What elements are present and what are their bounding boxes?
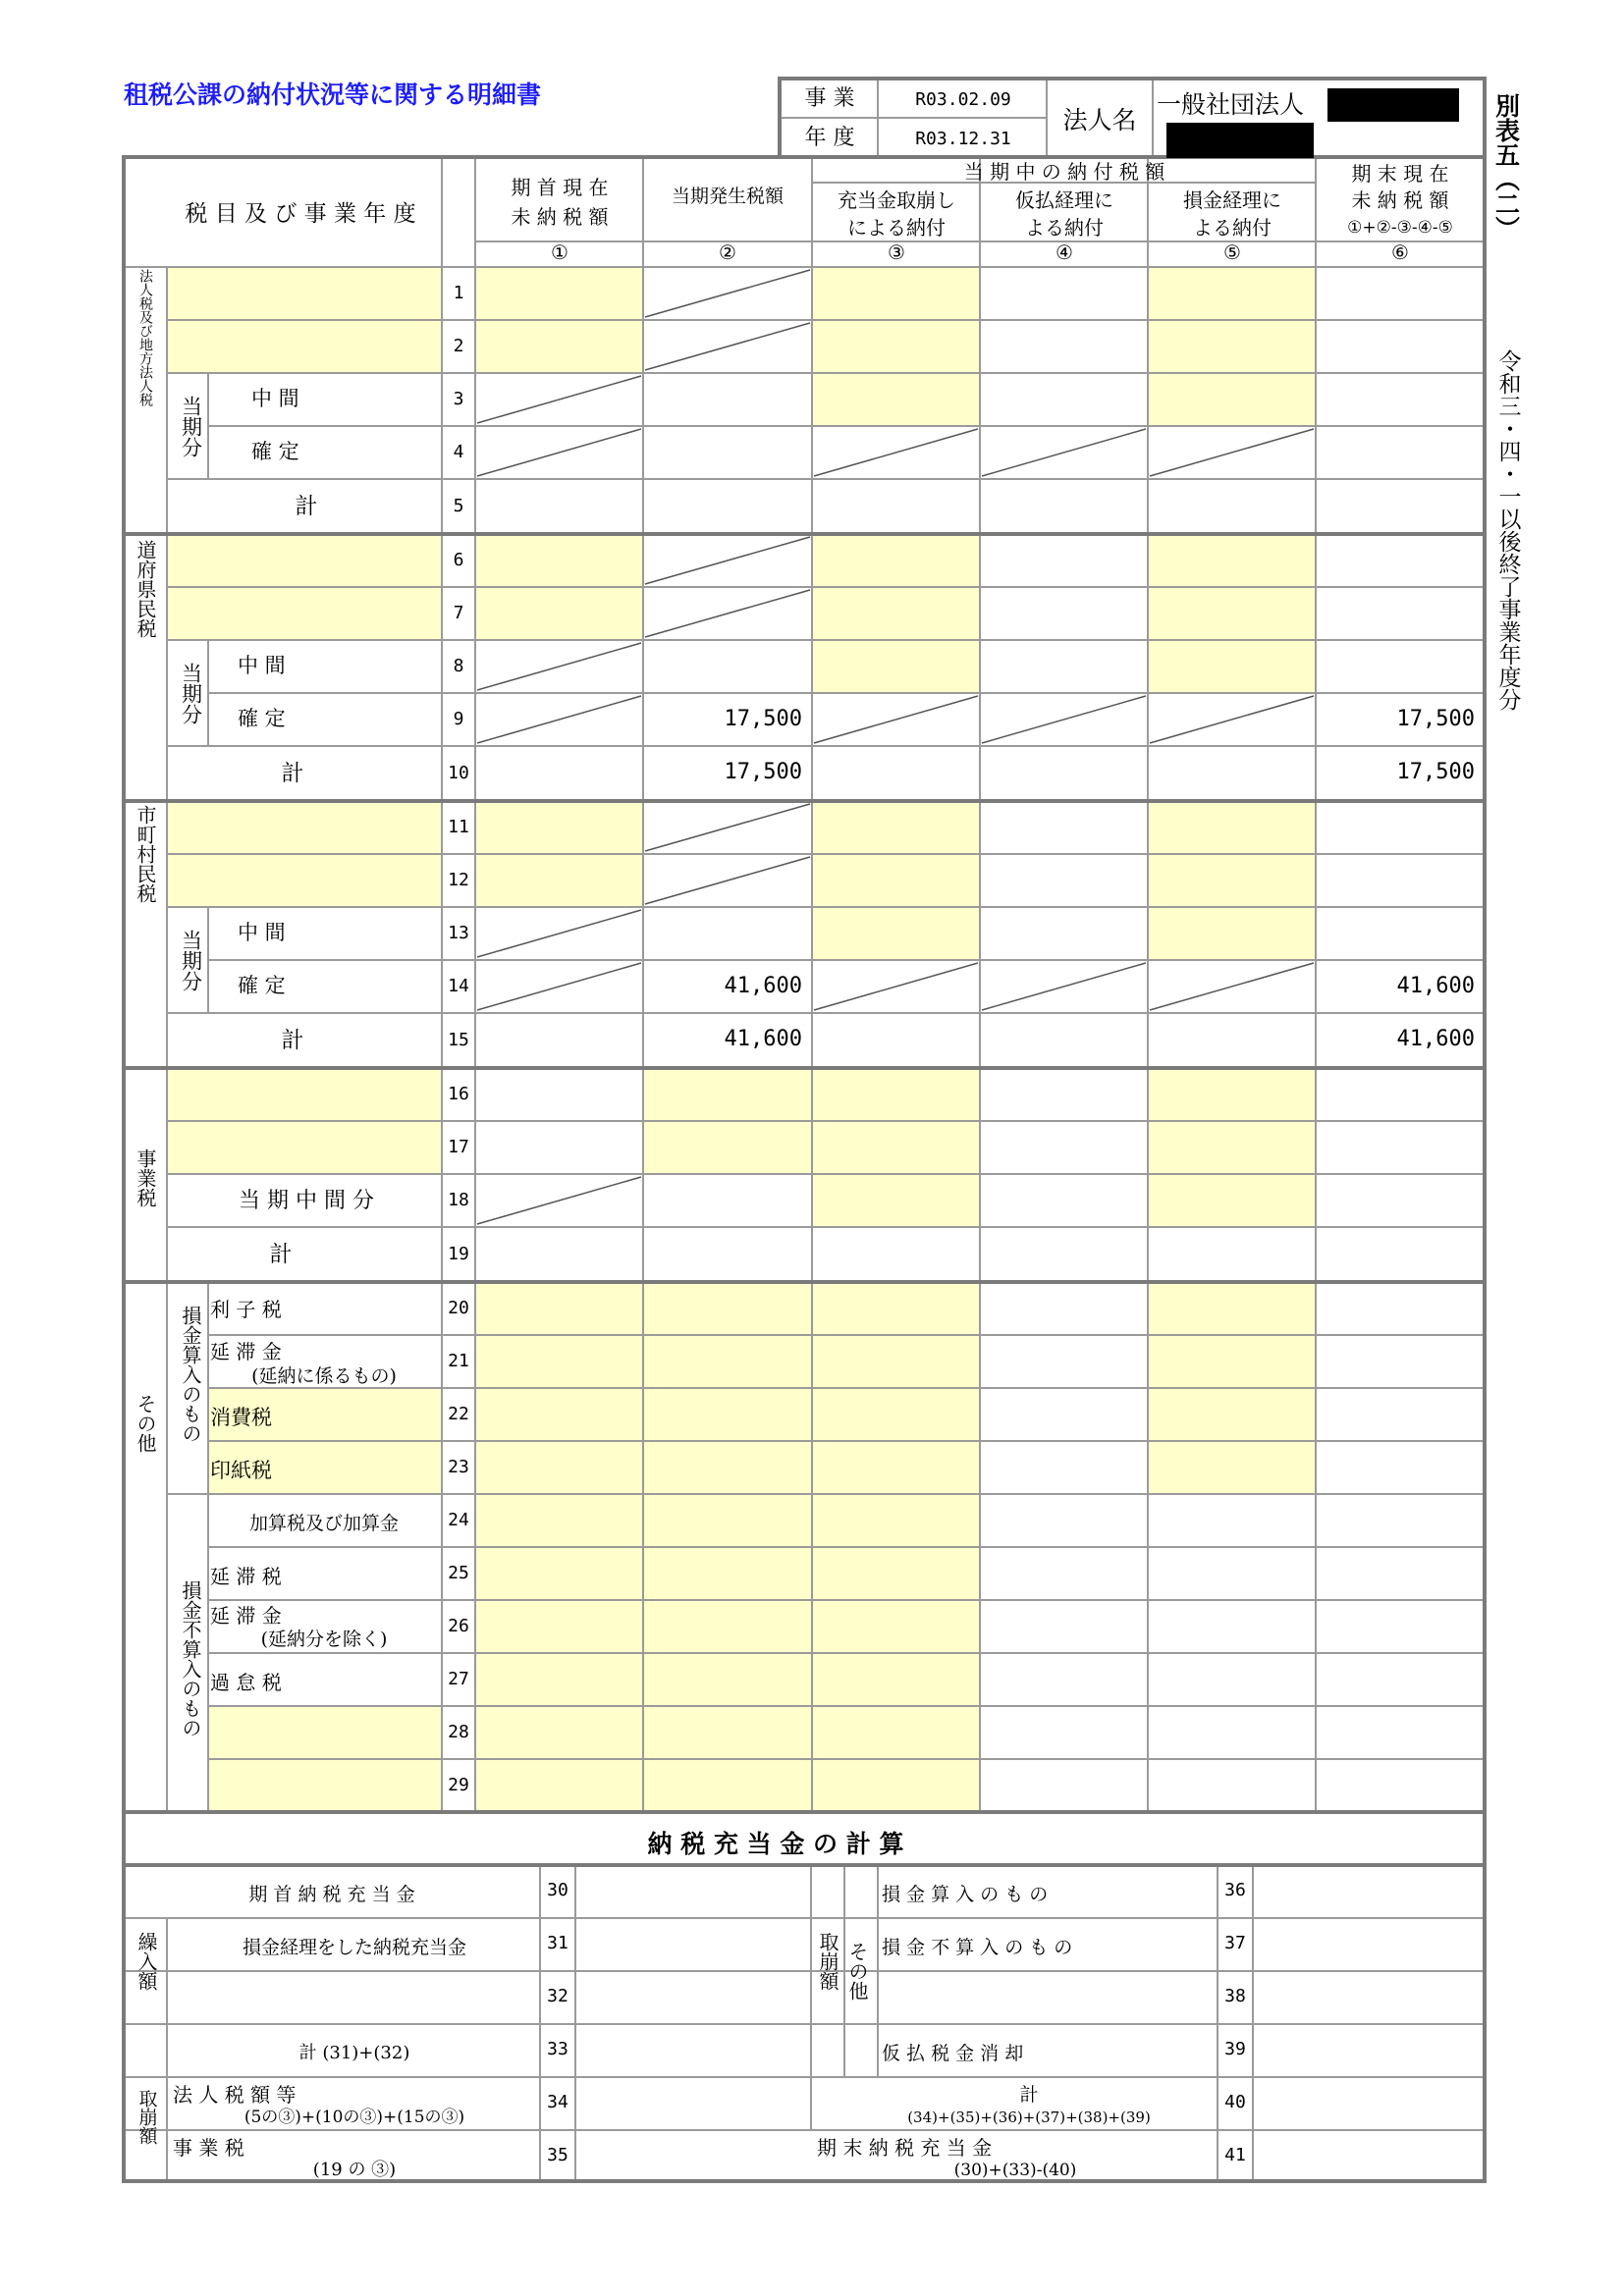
row-number: 27 bbox=[448, 1669, 469, 1689]
stamp-tax-label: 印紙税 bbox=[210, 1458, 272, 1482]
delinquency-fee-note: (延納に係るもの) bbox=[251, 1364, 397, 1387]
fiscal-year-label-2: 年 度 bbox=[804, 126, 855, 150]
applicable-period: 令和三・四・一以後終了事業年度分 bbox=[1494, 349, 1521, 711]
col3-number: ③ bbox=[888, 240, 905, 264]
consumption-tax-label: 消費税 bbox=[210, 1405, 272, 1429]
bottom-row-number: 41 bbox=[1224, 2145, 1246, 2165]
r41-label: 期 末 納 税 充 当 金 bbox=[817, 2136, 993, 2160]
muni-interim-label: 中 間 bbox=[238, 920, 286, 944]
r35-formula: (19 の ③) bbox=[312, 2160, 397, 2180]
corp-current-period: 当期分 bbox=[179, 395, 203, 457]
col1-number: ① bbox=[551, 240, 568, 264]
reserve-calc-title: 納 税 充 当 金 の 計 算 bbox=[647, 1829, 904, 1858]
col2-header: 当期発生税額 bbox=[671, 185, 784, 207]
bottom-row-number: 31 bbox=[547, 1933, 568, 1953]
bottom-row-number: 35 bbox=[547, 2145, 568, 2165]
row-number: 13 bbox=[448, 923, 469, 943]
r31-label: 損金経理をした納税充当金 bbox=[242, 1936, 466, 1958]
r14-current-amount: 41,600 bbox=[724, 974, 802, 998]
col6-header-line2: 未 納 税 額 bbox=[1351, 188, 1449, 212]
row-number: 14 bbox=[448, 976, 469, 996]
r40-formula: (34)+(35)+(36)+(37)+(38)+(39) bbox=[907, 2108, 1151, 2126]
row-number: 4 bbox=[453, 442, 464, 462]
r39-label: 仮 払 税 金 消 却 bbox=[882, 2042, 1024, 2064]
r10-ending-balance: 17,500 bbox=[1396, 760, 1475, 784]
pref-total-label: 計 bbox=[281, 760, 304, 786]
row-number: 15 bbox=[448, 1030, 469, 1050]
row-number: 11 bbox=[448, 817, 469, 837]
row-number: 1 bbox=[453, 283, 464, 303]
col6-header-line1: 期 末 現 在 bbox=[1351, 162, 1449, 186]
bottom-row-number: 34 bbox=[547, 2092, 568, 2112]
bottom-row-number: 40 bbox=[1224, 2092, 1246, 2112]
bottom-row-number: 33 bbox=[547, 2039, 568, 2059]
muni-total-label: 計 bbox=[281, 1027, 304, 1053]
col3-header-line1: 充当金取崩し bbox=[838, 188, 955, 212]
r33-label: 計 (31)+(32) bbox=[298, 2043, 410, 2063]
row-number: 24 bbox=[448, 1510, 469, 1530]
r34-label: 法 人 税 額 等 bbox=[173, 2083, 297, 2107]
bottom-row-number: 36 bbox=[1224, 1880, 1246, 1900]
row-number: 28 bbox=[448, 1722, 469, 1742]
nondeductible-label: 損金不算入のもの bbox=[179, 1580, 202, 1737]
row-number: 18 bbox=[448, 1190, 469, 1210]
during-period-header: 当 期 中 の 納 付 税 額 bbox=[963, 160, 1165, 184]
row-number: 6 bbox=[453, 550, 464, 570]
col5-number: ⑤ bbox=[1223, 240, 1241, 264]
row-number: 21 bbox=[448, 1351, 469, 1371]
r10-current-amount: 17,500 bbox=[724, 760, 802, 784]
row-number: 16 bbox=[448, 1084, 469, 1104]
group-municipal-tax: 市町村民税 bbox=[134, 805, 157, 903]
col2-number: ② bbox=[719, 240, 736, 264]
delinquency-tax-label: 延 滞 税 bbox=[210, 1565, 282, 1588]
pref-interim-label: 中 間 bbox=[238, 653, 286, 677]
row-number: 29 bbox=[448, 1775, 469, 1795]
muni-final-label: 確 定 bbox=[238, 973, 286, 997]
form-title: 租税公課の納付状況等に関する明細書 bbox=[124, 80, 542, 109]
col5-header-line1: 損金経理に bbox=[1183, 188, 1281, 212]
fiscal-year-label-1: 事 業 bbox=[804, 86, 855, 111]
muni-current-period: 当期分 bbox=[179, 929, 203, 991]
period-end: R03.12.31 bbox=[915, 129, 1011, 149]
col6-number: ⑥ bbox=[1391, 240, 1409, 264]
col4-number: ④ bbox=[1056, 240, 1073, 264]
r30-label: 期 首 納 税 充 当 金 bbox=[248, 1883, 415, 1905]
pref-final-label: 確 定 bbox=[238, 706, 286, 730]
row-number: 19 bbox=[448, 1244, 469, 1264]
row-number: 23 bbox=[448, 1457, 469, 1477]
r35-label: 事 業 税 bbox=[173, 2136, 244, 2160]
bottom-row-number: 32 bbox=[547, 1986, 568, 2006]
row-number: 12 bbox=[448, 870, 469, 890]
delinquency-fee-2-note: (延納分を除く) bbox=[260, 1628, 388, 1650]
col1-header-line1: 期 首 現 在 bbox=[511, 176, 609, 199]
delinquency-fee-2-label: 延 滞 金 bbox=[210, 1604, 282, 1628]
r15-current-amount: 41,600 bbox=[724, 1027, 802, 1051]
interest-tax-label: 利 子 税 bbox=[210, 1298, 282, 1321]
col1-header-line2: 未 納 税 額 bbox=[511, 205, 609, 229]
negligence-tax-label: 過 怠 税 bbox=[210, 1671, 282, 1694]
bottom-row-number: 39 bbox=[1224, 2039, 1246, 2059]
biz-interim-label: 当 期 中 間 分 bbox=[239, 1189, 374, 1213]
bottom-other-label: その他 bbox=[845, 1942, 869, 2001]
row-number: 20 bbox=[448, 1298, 469, 1318]
r14-ending-balance: 41,600 bbox=[1396, 974, 1475, 998]
row-number: 2 bbox=[453, 336, 464, 356]
bottom-row-number: 38 bbox=[1224, 1986, 1246, 2006]
biz-total-label: 計 bbox=[269, 1241, 293, 1267]
deductible-label: 損金算入のもの bbox=[179, 1306, 202, 1443]
col3-header-line2: による納付 bbox=[847, 216, 946, 240]
corp-interim-label: 中 間 bbox=[251, 386, 299, 410]
additional-tax-label: 加算税及び加算金 bbox=[248, 1512, 399, 1534]
corp-total-label: 計 bbox=[295, 493, 318, 519]
r41-formula: (30)+(33)-(40) bbox=[953, 2160, 1077, 2180]
bottom-row-number: 37 bbox=[1224, 1933, 1246, 1953]
r9-ending-balance: 17,500 bbox=[1396, 707, 1475, 731]
row-number: 8 bbox=[453, 656, 464, 676]
row-number: 25 bbox=[448, 1563, 469, 1583]
r9-current-amount: 17,500 bbox=[724, 707, 802, 731]
corp-name-label: 法人名 bbox=[1062, 105, 1137, 134]
col4-header-line2: よる納付 bbox=[1025, 216, 1104, 240]
bottom-reversal-label: 取崩額 bbox=[816, 1932, 839, 1991]
reversal-label: 取崩額 bbox=[135, 2089, 158, 2145]
group-other: その他 bbox=[134, 1394, 157, 1453]
row-number: 3 bbox=[453, 389, 464, 409]
row-number: 17 bbox=[448, 1137, 469, 1157]
row-number: 10 bbox=[448, 763, 469, 783]
bottom-row-number: 30 bbox=[547, 1880, 568, 1900]
group-corporate-tax: 法人税及び地方法人税 bbox=[137, 269, 153, 406]
r40-label: 計 bbox=[1019, 2083, 1039, 2106]
corp-final-label: 確 定 bbox=[251, 439, 299, 463]
row-number: 9 bbox=[453, 709, 464, 729]
row-number: 22 bbox=[448, 1404, 469, 1424]
col4-header-line1: 仮払経理に bbox=[1015, 188, 1113, 212]
col6-header-formula: ①+②-③-④-⑤ bbox=[1347, 217, 1453, 238]
r36-label: 損 金 算 入 の も の bbox=[882, 1883, 1049, 1905]
item-column-header: 税 目 及 び 事 業 年 度 bbox=[185, 200, 416, 227]
r37-label: 損 金 不 算 入 の も の bbox=[882, 1936, 1073, 1958]
group-enterprise-tax: 事業税 bbox=[134, 1148, 157, 1207]
r15-ending-balance: 41,600 bbox=[1396, 1027, 1475, 1051]
row-number: 7 bbox=[453, 603, 464, 623]
pref-current-period: 当期分 bbox=[179, 662, 203, 724]
col5-header-line2: よる納付 bbox=[1193, 216, 1272, 240]
transfer-label: 繰入額 bbox=[135, 1932, 158, 1991]
group-prefectural-tax: 道府県民税 bbox=[134, 540, 157, 638]
row-number: 5 bbox=[453, 496, 464, 516]
period-start: R03.02.09 bbox=[915, 89, 1011, 110]
corp-name-value: 一般社団法人 bbox=[1157, 89, 1305, 119]
form-number: 別表五（二） bbox=[1491, 93, 1521, 240]
r34-formula: (5の③)+(10の③)+(15の③) bbox=[244, 2107, 465, 2127]
row-number: 26 bbox=[448, 1616, 469, 1636]
delinquency-fee-label: 延 滞 金 bbox=[210, 1340, 282, 1363]
